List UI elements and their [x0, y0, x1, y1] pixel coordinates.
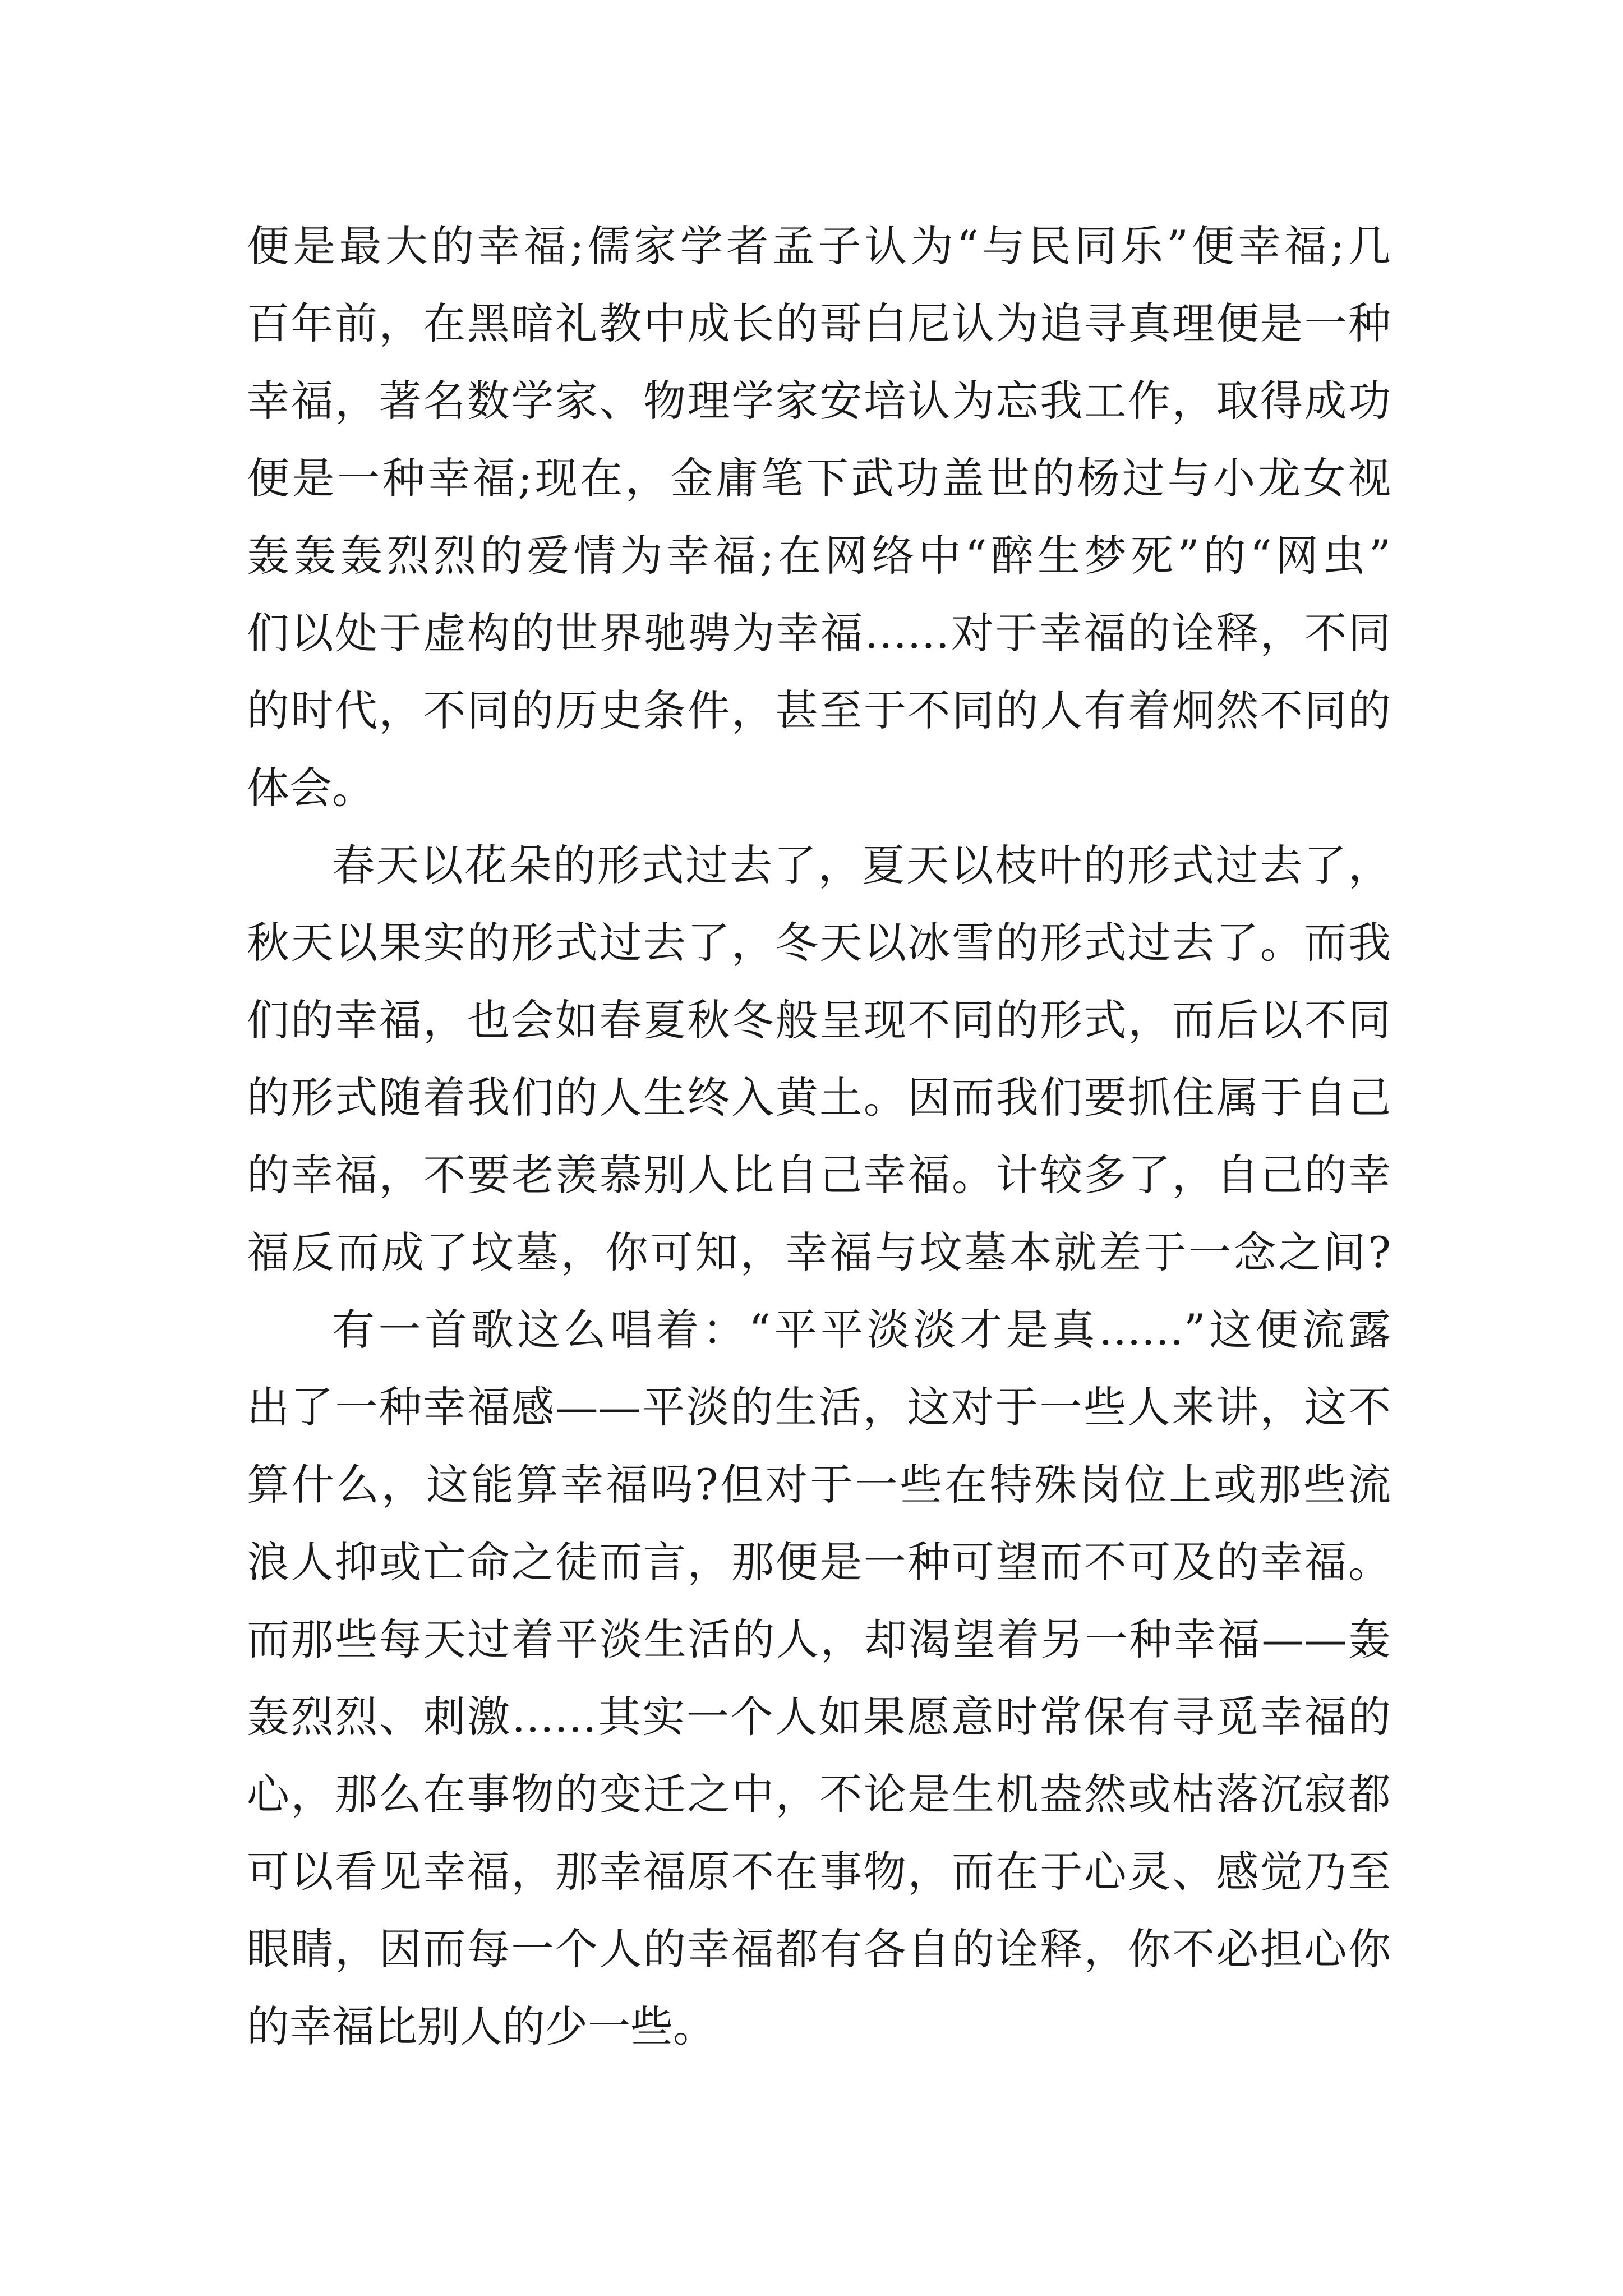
text-line: 浪人抑或亡命之徒而言，那便是一种可望而不可及的幸福。	[247, 1537, 1391, 1587]
text-line: 福反而成了坟墓，你可知，幸福与坟墓本就差于一念之间?	[247, 1227, 1391, 1277]
text-line: 眼睛，因而每一个人的幸福都有各自的诠释，你不必担心你	[247, 1924, 1391, 1974]
paragraph-first-line: 有一首歌这么唱着：“平平淡淡才是真……”这便流露	[332, 1305, 1391, 1355]
text-line: 秋天以果实的形式过去了，冬天以冰雪的形式过去了。而我	[247, 918, 1391, 968]
text-line: 的幸福比别人的少一些。	[247, 2001, 716, 2051]
text-line: 出了一种幸福感——平淡的生活，这对于一些人来讲，这不	[247, 1382, 1391, 1432]
text-line: 们的幸福，也会如春夏秋冬般呈现不同的形式，而后以不同	[247, 995, 1391, 1045]
body-text	[247, 208, 1391, 2065]
text-line: 算什么，这能算幸福吗?但对于一些在特殊岗位上或那些流	[247, 1460, 1391, 1510]
text-line: 可以看见幸福，那幸福原不在事物，而在于心灵、感觉乃至	[247, 1847, 1391, 1897]
text-line: 轰轰轰烈烈的爱情为幸福;在网络中“醉生梦死”的“网虫”	[247, 531, 1391, 581]
text-line: 百年前，在黑暗礼教中成长的哥白尼认为追寻真理便是一种	[247, 298, 1391, 348]
text-line: 的形式随着我们的人生终入黄土。因而我们要抓住属于自己	[247, 1073, 1391, 1122]
text-line: 便是最大的幸福;儒家学者孟子认为“与民同乐”便幸福;几	[247, 221, 1391, 271]
text-line: 们以处于虚构的世界驰骋为幸福……对于幸福的诠释，不同	[247, 608, 1391, 658]
text-line: 便是一种幸福;现在，金庸笔下武功盖世的杨过与小龙女视	[247, 453, 1391, 503]
text-line: 的时代，不同的历史条件，甚至于不同的人有着炯然不同的	[247, 685, 1391, 735]
text-line: 幸福，著名数学家、物理学家安培认为忘我工作，取得成功	[247, 376, 1391, 426]
text-line: 而那些每天过着平淡生活的人，却渴望着另一种幸福——轰	[247, 1614, 1391, 1664]
text-line: 轰烈烈、刺激……其实一个人如果愿意时常保有寻觅幸福的	[247, 1692, 1391, 1742]
text-line: 体会。	[247, 763, 375, 813]
text-line: 心，那么在事物的变迁之中，不论是生机盎然或枯落沉寂都	[247, 1769, 1391, 1819]
paragraph-first-line: 春天以花朵的形式过去了，夏天以枝叶的形式过去了，	[332, 840, 1391, 890]
text-line: 的幸福，不要老羡慕别人比自己幸福。计较多了，自己的幸	[247, 1150, 1391, 1200]
